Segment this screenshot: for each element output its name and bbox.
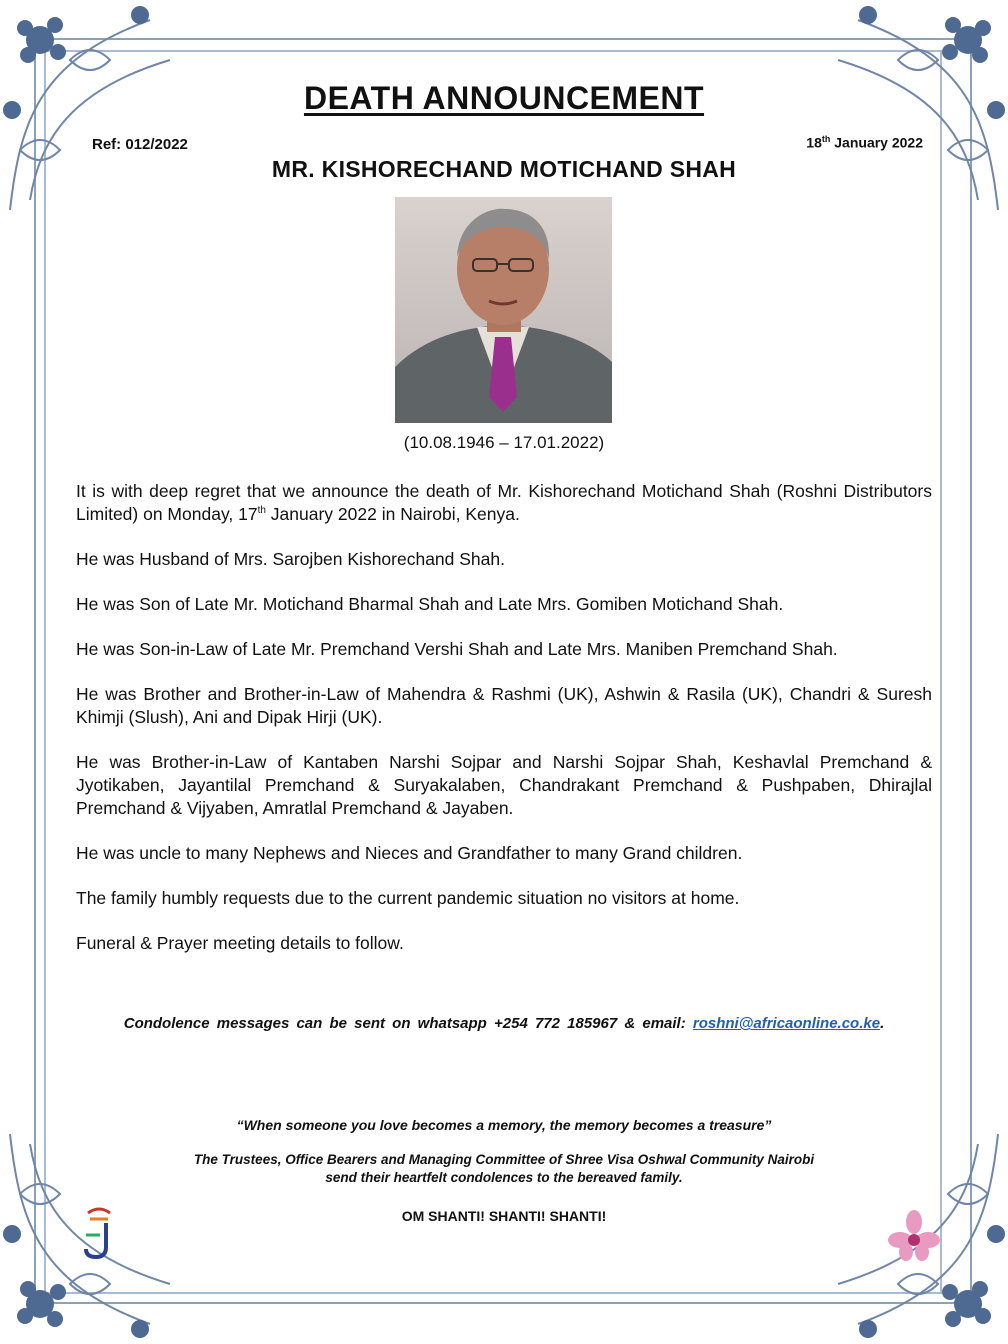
email-link[interactable]: roshni@africaonline.co.ke xyxy=(692,1015,881,1032)
paragraph-siblings: He was Brother and Brother-in-Law of Mahendra & Rashmi (UK), Ashwin & Rasila (UK), Chandri & Suresh Khimji (Slush), Ani and Dipak Hirji (UK). xyxy=(76,684,932,727)
reference-number: Ref: 012/2022 xyxy=(92,136,188,153)
orchid-flower-icon xyxy=(888,1210,940,1262)
community-logo xyxy=(80,1205,118,1261)
paragraph-spouse: He was Husband of Mrs. Sarojben Kishorechand Shah. xyxy=(76,549,505,569)
portrait-photo xyxy=(395,197,612,423)
paragraph-visitors-request: The family humbly requests due to the current pandemic situation no visitors at home. xyxy=(76,888,740,908)
life-dates: (10.08.1946 – 17.01.2022) xyxy=(403,433,605,452)
trustees-line-1: The Trustees, Office Bearers and Managing Committee of Shree Visa Oshwal Community Nairobi xyxy=(193,1152,815,1167)
announcement-date: 18th January 2022 xyxy=(806,134,923,151)
announcement-title: DEATH ANNOUNCEMENT xyxy=(303,80,705,116)
condolence-message: Condolence messages can be sent on whatsapp +254 772 185967 & email: roshni@africaonline.co.ke. xyxy=(123,1015,885,1032)
paragraph-parents-in-law: He was Son-in-Law of Late Mr. Premchand Vershi Shah and Late Mrs. Maniben Premchand Shah. xyxy=(76,639,838,659)
deceased-name: MR. KISHORECHAND MOTICHAND SHAH xyxy=(271,156,737,182)
paragraph-extended-family: He was uncle to many Nephews and Nieces and Grandfather to many Grand children. xyxy=(76,843,743,863)
om-shanti: OM SHANTI! SHANTI! SHANTI! xyxy=(401,1208,607,1224)
paragraph-parents: He was Son of Late Mr. Motichand Bharmal Shah and Late Mrs. Gomiben Motichand Shah. xyxy=(76,594,784,614)
trustees-line-2: send their heartfelt condolences to the bereaved family. xyxy=(325,1170,683,1185)
paragraph-funeral-details: Funeral & Prayer meeting details to follow. xyxy=(76,933,404,953)
paragraph-announcement: It is with deep regret that we announce the death of Mr. Kishorechand Motichand Shah (Roshni Distributors Limited) on Monday, 17th January 2022 in Nairobi, Kenya. xyxy=(76,481,932,524)
trustees-condolence xyxy=(0,1151,1008,1187)
announcement-body xyxy=(76,480,932,977)
memorial-quote: “When someone you love becomes a memory, the memory becomes a treasure” xyxy=(236,1117,772,1133)
paragraph-siblings-in-law: He was Brother-in-Law of Kantaben Narshi Sojpar and Narshi Sojpar Shah, Keshavlal Premchand & Jyotikaben, Jayantilal Premchand & Suryakalaben, Chandrakant Premchand & Pushpaben, Dhirajlal Premchand & Vijyaben, Amratlal Premchand & Jayaben. xyxy=(76,752,932,818)
